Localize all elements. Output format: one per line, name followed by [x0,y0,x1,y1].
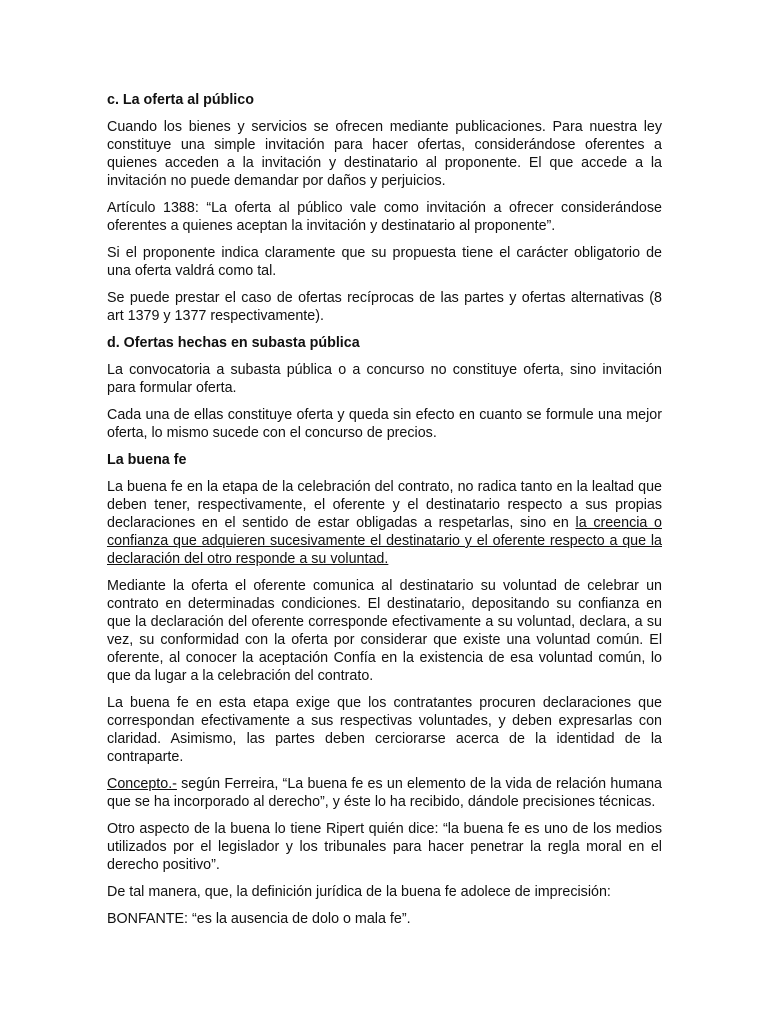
heading-subasta: d. Ofertas hechas en subasta pública [107,335,360,351]
paragraph: Cada una de ellas constituye oferta y queda sin efecto en cuanto se formule una mejor oferta, lo mismo sucede con el concurso de precios. [107,407,662,441]
paragraph: Otro aspecto de la buena lo tiene Ripert quién dice: “la buena fe es uno de los medios utilizados por el legislador y los tribunales para hacer penetrar la regla moral en el derecho positivo”. [107,821,662,873]
paragraph-articulo [107,199,662,235]
buena-fe-text: La buena fe en la etapa de la celebración del contrato, no radica tanto en la lealtad que deben tener, respectivamente, el oferente y el destinatario respecto a sus propias declaraciones en el sentido de estar obligadas a respetarlas, sino en [107,479,662,531]
paragraph: Si el proponente indica claramente que su propuesta tiene el carácter obligatorio de una oferta valdrá como tal. [107,245,662,279]
paragraph-concepto [107,775,662,811]
paragraph: Mediante la oferta el oferente comunica al destinatario su voluntad de celebrar un contrato en determinadas condiciones. El destinatario, depositando su confianza en que la declaración del oferente corresponde efectivamente a su voluntad, declara, a su vez, su conformidad con la oferta por considerar que existe una voluntad común. El oferente, al conocer la aceptación Confía en la existencia de esa voluntad común, lo que da lugar a la celebración del contrato. [107,578,662,684]
paragraph [107,478,662,568]
concepto-label: Concepto.- [107,776,177,792]
articulo-ref: Artículo 1388 [107,200,195,216]
paragraph: De tal manera, que, la definición jurídica de la buena fe adolece de imprecisión: [107,884,611,900]
paragraph: Cuando los bienes y servicios se ofrecen mediante publicaciones. Para nuestra ley constituye una simple invitación para hacer ofertas, considerándose oferentes a quienes acceden a la invitación y destinatario al proponente. El que accede a la invitación no puede demandar por daños y perjuicios. [107,119,662,189]
underlined-text: la creencia o confianza que adquieren sucesivamente el destinatario y el oferente respecto a que la declaración del otro responde a su voluntad. [107,515,662,567]
paragraph: BONFANTE: “es la ausencia de dolo o mala fe”. [107,911,411,927]
document-body [107,91,662,937]
paragraph: La convocatoria a subasta pública o a concurso no constituye oferta, sino invitación para formular oferta. [107,362,662,396]
heading-oferta-publico: c. La oferta al público [107,92,254,108]
articulo-quote: : “La oferta al público vale como invitación a ofrecer considerándose oferentes a quienes aceptan la invitación y destinatario al proponente”. [107,200,662,234]
heading-buena-fe: La buena fe [107,452,187,468]
concepto-text: según Ferreira, “La buena fe es un elemento de la vida de relación humana que se ha incorporado al derecho”, y éste lo ha recibido, dándole precisiones técnicas. [107,776,662,810]
paragraph: La buena fe en esta etapa exige que los contratantes procuren declaraciones que correspondan efectivamente a sus respectivas voluntades, y deben expresarlas con claridad. Asimismo, las partes deben cerciorarse acerca de la identidad de la contraparte. [107,695,662,765]
paragraph: Se puede prestar el caso de ofertas recíprocas de las partes y ofertas alternativas (8 art 1379 y 1377 respectivamente). [107,290,662,324]
